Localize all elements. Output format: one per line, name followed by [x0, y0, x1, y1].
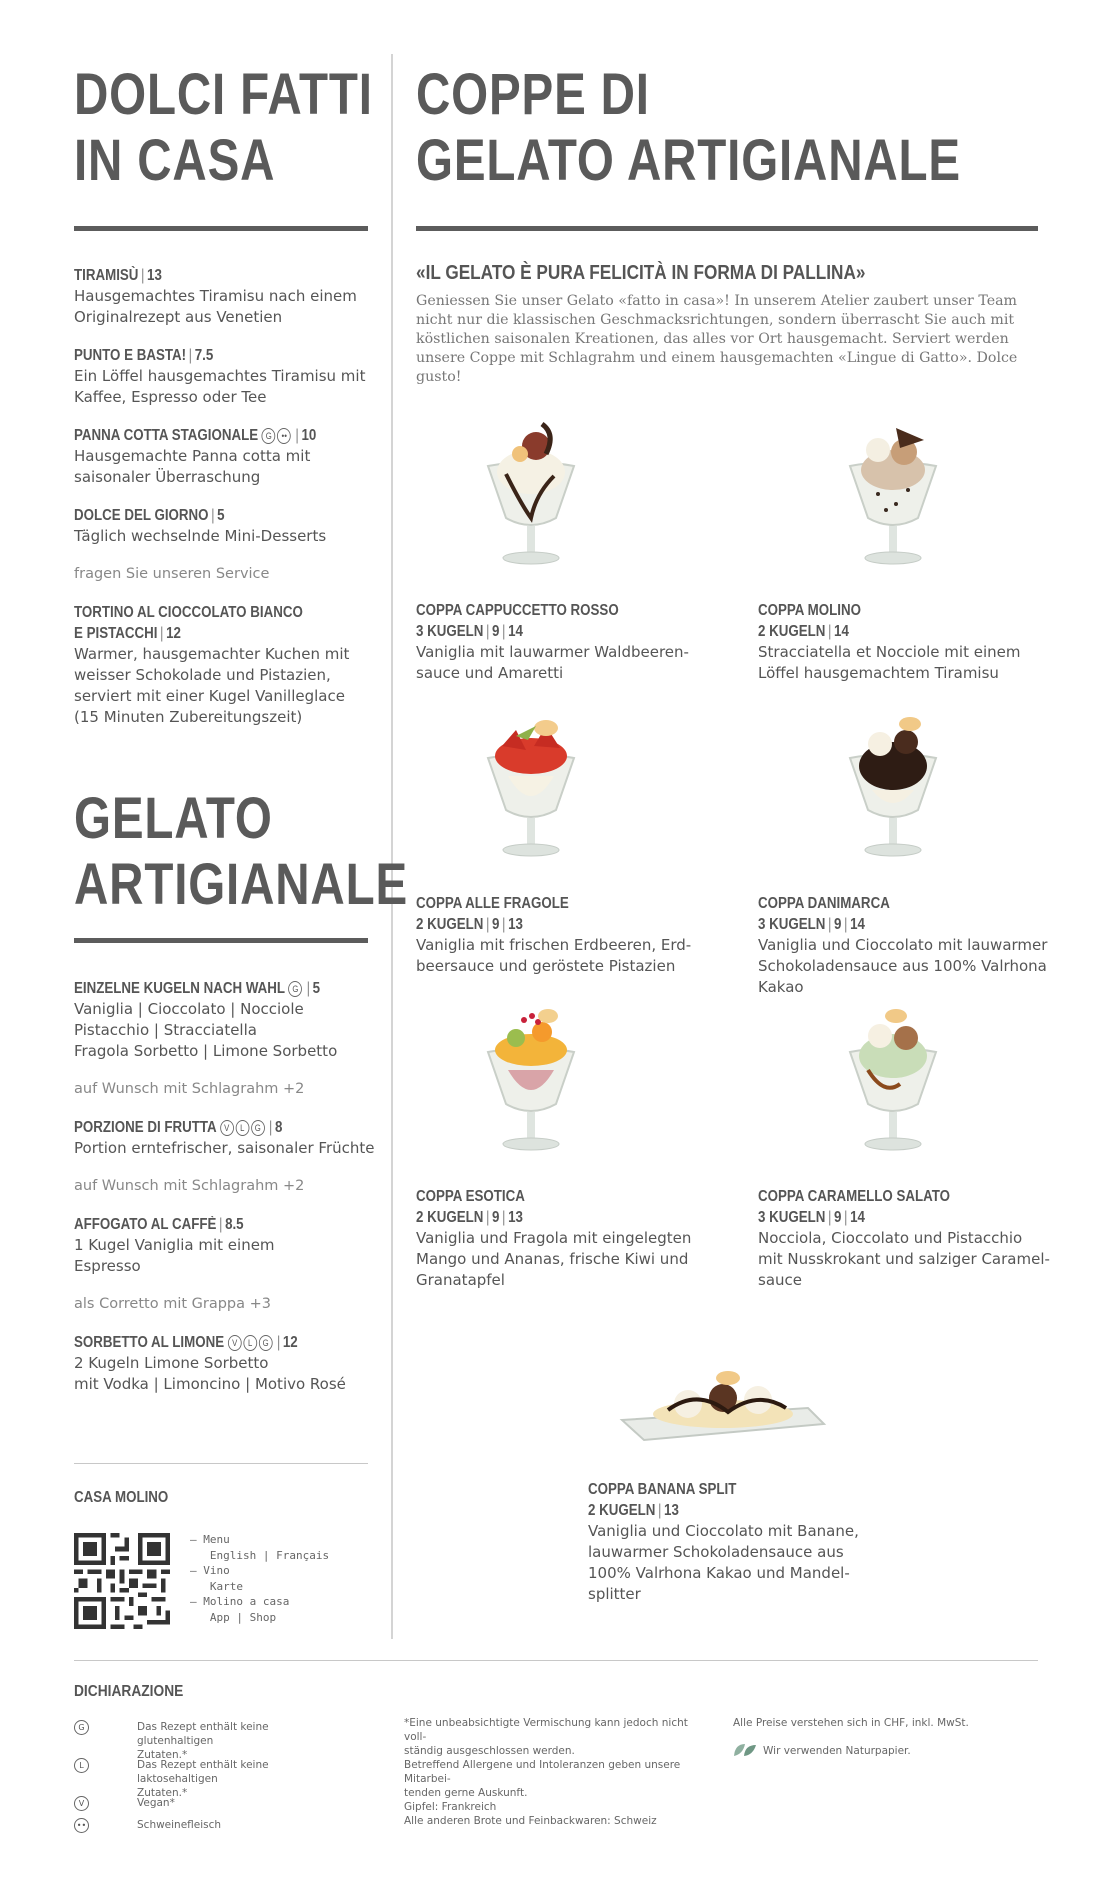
coppa-size: 2 KUGELN	[416, 916, 484, 933]
coppa-item-alle-fragole: COPPA ALLE FRAGOLE 2 KUGELN | 9 | 13 Vaniglia mit frischen Erdbeeren, Erd- beersauce und geröstete Pistazien	[416, 893, 716, 977]
item-price: 10	[301, 427, 317, 444]
coppa-item-danimarca: COPPA DANIMARCA 3 KUGELN | 9 | 14 Vaniglia und Cioccolato mit lauwarmer Schokoladensauce aus 100% Valrhona Kakao	[758, 893, 1058, 998]
item-price: 5	[312, 980, 321, 997]
item-description: 1 Kugel Vaniglia mit einem Espresso	[74, 1236, 275, 1275]
coppa-item-esotica: COPPA ESOTICA 2 KUGELN | 9 | 13 Vaniglia und Fragola mit eingelegten Mango und Ananas, frische Kiwi und Granatapfel	[416, 1186, 716, 1291]
paper-note: Wir verwenden Naturpapier.	[763, 1745, 911, 1757]
gluten-free-icon: G	[74, 1720, 89, 1735]
coppa-item-caramello-salato: COPPA CARAMELLO SALATO 3 KUGELN | 9 | 14 Nocciola, Cioccolato und Pistacchio mit Nusskrokant und salziger Caramel- sauce	[758, 1186, 1058, 1291]
gelato-list	[74, 978, 384, 1412]
coppa-price-small: 9	[492, 623, 500, 640]
coppa-description: Vaniglia mit frischen Erdbeeren, Erd- beersauce und geröstete Pistazien	[416, 936, 692, 975]
coppa-price: 13	[664, 1502, 679, 1519]
item-price: 8	[274, 1119, 283, 1136]
gluten-free-icon: G	[262, 428, 276, 444]
item-price: 5	[217, 507, 225, 524]
coppa-price-large: 14	[850, 916, 865, 933]
dolci-list	[74, 265, 374, 745]
coppa-description: Vaniglia mit lauwarmer Waldbeeren- sauce und Amaretti	[416, 643, 689, 682]
declaration-title: DICHIARAZIONE	[74, 1683, 184, 1700]
gelato-slogan: «IL GELATO È PURA FELICITÀ IN FORMA DI PALLINA»	[416, 262, 866, 284]
dolci-title	[74, 62, 373, 194]
coppa-name: COPPA ESOTICA	[416, 1188, 525, 1205]
schlagrahm-note: auf Wunsch mit Schlagrahm +2	[74, 1178, 305, 1194]
item-price: 12	[166, 625, 181, 642]
coppa-danimarca-image	[838, 706, 948, 866]
item-price: 13	[147, 267, 162, 284]
item-description: Hausgemachtes Tiramisu nach einem Originalrezept aus Venetien	[74, 287, 357, 326]
gelato-intro: Geniessen Sie unser Gelato «fatto in casa»! In unserem Atelier zaubert unser Team nicht nur die klassischen Geschmacksrichtungen, sondern überrascht Sie auch mit köstlichen saisonalen Kreationen, das alles vor Ort hausgemacht. Serviert werden unsere Coppe mit Schlagrahm und einem hausgemachten «Lingue di Gatto». Dolce gusto!	[416, 293, 1018, 385]
menu-item-punto-e-basta: PUNTO E BASTA! | 7.5 Ein Löffel hausgemachtes Tiramisu mit Kaffee, Espresso oder Tee	[74, 345, 374, 408]
legend-text: Schweinefleisch	[137, 1819, 222, 1831]
item-name: DOLCE DEL GIORNO	[74, 507, 209, 524]
menu-item-affogato: AFFOGATO AL CAFFÈ | 8.5 1 Kugel Vaniglia mit einem Espresso	[74, 1214, 384, 1277]
coppe-title	[416, 62, 961, 194]
price-note: Alle Preise verstehen sich in CHF, inkl. MwSt.	[733, 1717, 969, 1729]
leaf-icon	[733, 1742, 757, 1758]
coppa-name: COPPA CAPPUCCETTO ROSSO	[416, 602, 619, 619]
coppe-title-line-2: GELATO ARTIGIANALE	[416, 128, 961, 193]
menu-item-tortino: TORTINO AL CIOCCOLATO BIANCO E PISTACCHI | 12 Warmer, hausgemachter Kuchen mit weisser Schokolade und Pistazien, serviert mit einer Kugel Vanilleglace (15 Minuten Zubereitungszeit)	[74, 602, 374, 728]
coppa-esotica-image	[476, 1000, 586, 1160]
legend-text: Das Rezept enthält keine laktosehaltigen Zutaten.*	[137, 1759, 269, 1799]
coppa-item-banana-split: COPPA BANANA SPLIT 2 KUGELN | 13 Vaniglia und Cioccolato mit Banane, lauwarmer Schokoladensauce aus 100% Valrhona Kakao und Mandel- splitter	[588, 1479, 888, 1605]
gluten-free-icon: G	[259, 1335, 273, 1351]
lactose-free-icon: L	[74, 1758, 89, 1773]
gelato-title	[74, 786, 408, 918]
grappa-note: als Corretto mit Grappa +3	[74, 1296, 272, 1312]
item-price: 8.5	[225, 1216, 244, 1233]
item-description: Portion erntefrischer, saisonaler Früchte	[74, 1139, 375, 1157]
coppa-banana-split-image	[618, 1368, 828, 1450]
coppa-price-large: 13	[508, 1209, 523, 1226]
vegan-icon: V	[74, 1796, 89, 1811]
footer-divider	[74, 1660, 1038, 1661]
allergen-note: Betreffend Allergene und Intoleranzen geben unsere Mitarbei- tenden gerne Auskunft.	[404, 1759, 681, 1799]
coppa-size: 2 KUGELN	[416, 1209, 484, 1226]
menu-item-dolce-del-giorno: DOLCE DEL GIORNO | 5 Täglich wechselnde Mini-Desserts	[74, 505, 374, 547]
item-description: 2 Kugeln Limone Sorbetto mit Vodka | Limoncino | Motivo Rosé	[74, 1354, 346, 1393]
coppa-size: 3 KUGELN	[416, 623, 484, 640]
casa-molino-title: CASA MOLINO	[74, 1489, 169, 1506]
gelato-title-line-2: ARTIGIANALE	[74, 852, 409, 917]
dolci-title-line-2: IN CASA	[74, 128, 276, 193]
coppa-molino-image	[838, 414, 948, 574]
item-name: PUNTO E BASTA!	[74, 347, 187, 364]
item-name: TIRAMISÙ	[74, 267, 139, 284]
menu-item-kugeln: EINZELNE KUGELN NACH WAHL G | 5 Vaniglia | Cioccolato | Nocciole Pistacchio | Stracciatella Fragola Sorbetto | Limone Sorbetto	[74, 978, 384, 1062]
coppa-description: Vaniglia und Cioccolato mit Banane, lauwarmer Schokoladensauce aus 100% Valrhona Kakao und Mandel- splitter	[588, 1522, 859, 1603]
dolci-title-line-1: DOLCI FATTI	[74, 62, 373, 127]
coppa-size: 3 KUGELN	[758, 1209, 826, 1226]
item-description: Hausgemachte Panna cotta mit saisonaler Überraschung	[74, 447, 311, 486]
coppa-name: COPPA BANANA SPLIT	[588, 1481, 737, 1498]
coppa-item-molino: COPPA MOLINO 2 KUGELN | 14 Stracciatella et Nocciole mit einem Löffel hausgemachtem Tiramisu	[758, 600, 1058, 684]
coppa-price-small: 9	[834, 916, 842, 933]
coppe-title-line-1: COPPE DI	[416, 62, 650, 127]
coppa-name: COPPA DANIMARCA	[758, 895, 890, 912]
coppa-item-cappuccetto-rosso: COPPA CAPPUCCETTO ROSSO 3 KUGELN | 9 | 14 Vaniglia mit lauwarmer Waldbeeren- sauce und Amaretti	[416, 600, 716, 684]
coppa-price-large: 13	[508, 916, 523, 933]
menu-item-tiramisu: TIRAMISÙ | 13 Hausgemachtes Tiramisu nach einem Originalrezept aus Venetien	[74, 265, 374, 328]
item-name-2: E PISTACCHI	[74, 625, 158, 642]
schlagrahm-note: auf Wunsch mit Schlagrahm +2	[74, 1081, 305, 1097]
coppa-description: Stracciatella et Nocciole mit einem Löffel hausgemachtem Tiramisu	[758, 643, 1021, 682]
coppa-size: 2 KUGELN	[588, 1502, 656, 1519]
menu-item-frutta: PORZIONE DI FRUTTA V L G | 8 Portion erntefrischer, saisonaler Früchte	[74, 1117, 384, 1159]
coppa-name: COPPA MOLINO	[758, 602, 861, 619]
coppa-price-small: 9	[492, 1209, 500, 1226]
coppa-size: 3 KUGELN	[758, 916, 826, 933]
vegan-icon: V	[220, 1120, 234, 1136]
coppa-price-large: 14	[508, 623, 523, 640]
item-description: Warmer, hausgemachter Kuchen mit weisser Schokolade und Pistazien, serviert mit einer Kugel Vanilleglace (15 Minuten Zubereitungszeit)	[74, 645, 350, 726]
menu-item-panna-cotta: PANNA COTTA STAGIONALE G •• | 10 Hausgemachte Panna cotta mit saisonaler Überraschung	[74, 425, 374, 488]
gelato-title-line-1: GELATO	[74, 786, 273, 851]
item-description: Ein Löffel hausgemachtes Tiramisu mit Kaffee, Espresso oder Tee	[74, 367, 366, 406]
coppa-description: Vaniglia und Cioccolato mit lauwarmer Schokoladensauce aus 100% Valrhona Kakao	[758, 936, 1048, 996]
coppa-name: COPPA CARAMELLO SALATO	[758, 1188, 951, 1205]
item-name: TORTINO AL CIOCCOLATO BIANCO	[74, 604, 303, 621]
service-note: fragen Sie unseren Service	[74, 566, 270, 582]
item-description: Vaniglia | Cioccolato | Nocciole Pistacchio | Stracciatella Fragola Sorbetto | Limone Sorbetto	[74, 1000, 338, 1060]
qr-code-icon[interactable]	[74, 1533, 170, 1629]
item-price: 7.5	[194, 347, 214, 364]
coppa-price: 14	[834, 623, 849, 640]
lactose-free-icon: L	[243, 1335, 257, 1351]
coppa-price-large: 14	[850, 1209, 865, 1226]
coppa-price-small: 9	[834, 1209, 842, 1226]
coppa-size: 2 KUGELN	[758, 623, 826, 640]
coppa-price-small: 9	[492, 916, 500, 933]
qr-links[interactable]: – Menu English | Français – Vino Karte – Molino a casa App | Shop	[190, 1533, 330, 1624]
pork-icon: ••	[74, 1818, 89, 1833]
menu-item-sorbetto: SORBETTO AL LIMONE V L G | 12 2 Kugeln Limone Sorbetto mit Vodka | Limoncino | Motivo Rosé	[74, 1332, 384, 1395]
pork-icon: ••	[277, 428, 291, 444]
gluten-free-icon: G	[251, 1120, 265, 1136]
coppa-caramello-salato-image	[838, 1000, 948, 1160]
item-name: SORBETTO AL LIMONE	[74, 1334, 225, 1351]
section-rule	[74, 938, 368, 943]
item-name: PANNA COTTA STAGIONALE	[74, 427, 259, 444]
item-description: Täglich wechselnde Mini-Desserts	[74, 527, 327, 545]
item-name: AFFOGATO AL CAFFÈ	[74, 1216, 217, 1233]
item-name: EINZELNE KUGELN NACH WAHL	[74, 980, 285, 997]
vegan-icon: V	[228, 1335, 242, 1351]
coppa-name: COPPA ALLE FRAGOLE	[416, 895, 569, 912]
coppa-description: Vaniglia und Fragola mit eingelegten Mango und Ananas, frische Kiwi und Granatapfel	[416, 1229, 692, 1289]
section-rule	[416, 226, 1038, 231]
lactose-free-icon: L	[235, 1120, 249, 1136]
coppa-cappuccetto-rosso-image	[476, 414, 586, 574]
divider	[74, 1463, 368, 1464]
legend-text: Vegan*	[137, 1797, 175, 1809]
cross-contamination-note: *Eine unbeabsichtigte Vermischung kann jedoch nicht voll- ständig ausgeschlossen werden.	[404, 1717, 688, 1757]
item-price: 12	[282, 1334, 298, 1351]
legend-text: Das Rezept enthält keine glutenhaltigen Zutaten.*	[137, 1721, 269, 1761]
section-rule	[74, 226, 368, 231]
origin-note: Gipfel: Frankreich Alle anderen Brote und Feinbackwaren: Schweiz	[404, 1801, 657, 1827]
item-name: PORZIONE DI FRUTTA	[74, 1119, 217, 1136]
gluten-free-icon: G	[289, 981, 303, 997]
coppa-description: Nocciola, Cioccolato und Pistacchio mit Nusskrokant und salziger Caramel- sauce	[758, 1229, 1050, 1289]
coppa-alle-fragole-image	[476, 706, 586, 866]
